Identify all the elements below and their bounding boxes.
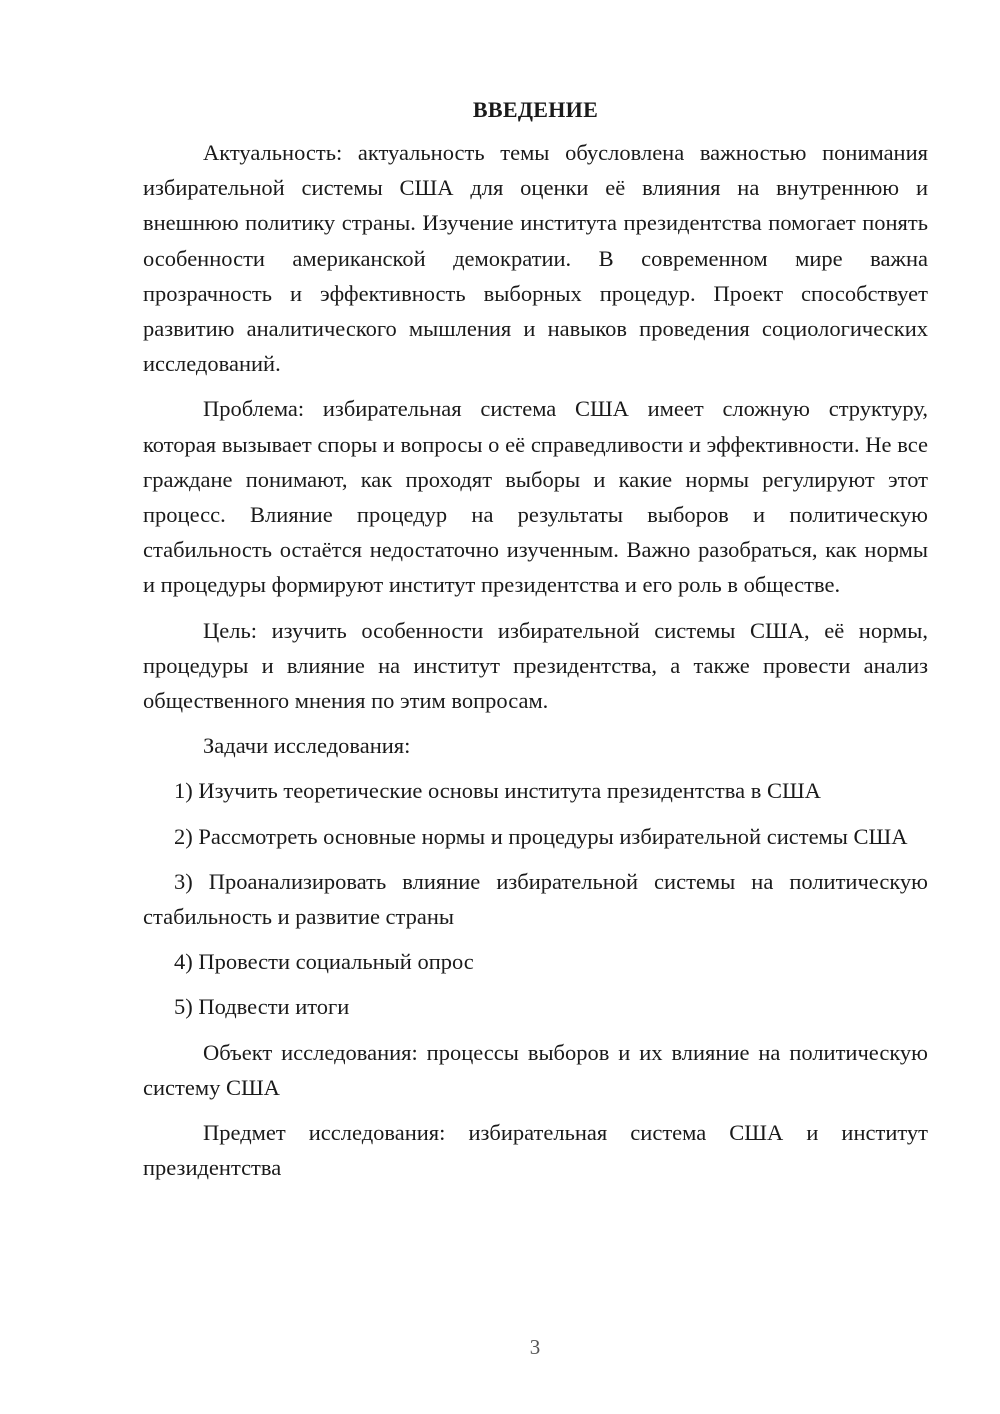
- section-title: ВВЕДЕНИЕ: [472, 97, 599, 122]
- object-paragraph: Объект исследования: процессы выборов и их влияние на политическую систему США: [143, 1039, 928, 1100]
- tasks-heading: Задачи исследования:: [203, 733, 411, 759]
- task-item-3: 3) Проанализировать влияние избирательной системы на политическую стабильность и развитие страны: [143, 868, 928, 930]
- subject-paragraph: Предмет исследования: избирательная система США и институт президентства: [143, 1120, 928, 1181]
- task-item-2: 2) Рассмотреть основные нормы и процедуры избирательной системы США: [174, 823, 908, 849]
- task-item-4: 4) Провести социальный опрос: [174, 949, 474, 975]
- task-item-5: 5) Подвести итоги: [174, 994, 350, 1020]
- problem-paragraph: Проблема: избирательная система США имеет сложную структуру, которая вызывает споры и вопросы о её справедливости и эффективности. Не все граждане понимают, как проходят выборы и какие нормы регулируют этот процесс. Влияние процедур на результаты выборов и политическую стабильность остаётся недостаточно изученным. Важно разобраться, как нормы и процедуры формируют институт президентства и его роль в обществе.: [143, 396, 928, 598]
- page-number: 3: [529, 1335, 541, 1359]
- goal-paragraph: Цель: изучить особенности избирательной системы США, её нормы, процедуры и влияние на институт президентства, а также провести анализ общественного мнения по этим вопросам.: [143, 617, 928, 714]
- task-item-1: 1) Изучить теоретические основы института президентства в США: [174, 778, 821, 804]
- document-page: [143, 96, 928, 1185]
- relevance-paragraph: Актуальность: актуальность темы обусловлена важностью понимания избирательной системы США для оценки её влияния на внутреннюю и внешнюю политику страны. Изучение института президентства помогает понять особенности американской демократии. В современном мире важна прозрачность и эффективность выборных процедур. Проект способствует развитию аналитического мышления и навыков проведения социологических исследований.: [143, 140, 928, 377]
